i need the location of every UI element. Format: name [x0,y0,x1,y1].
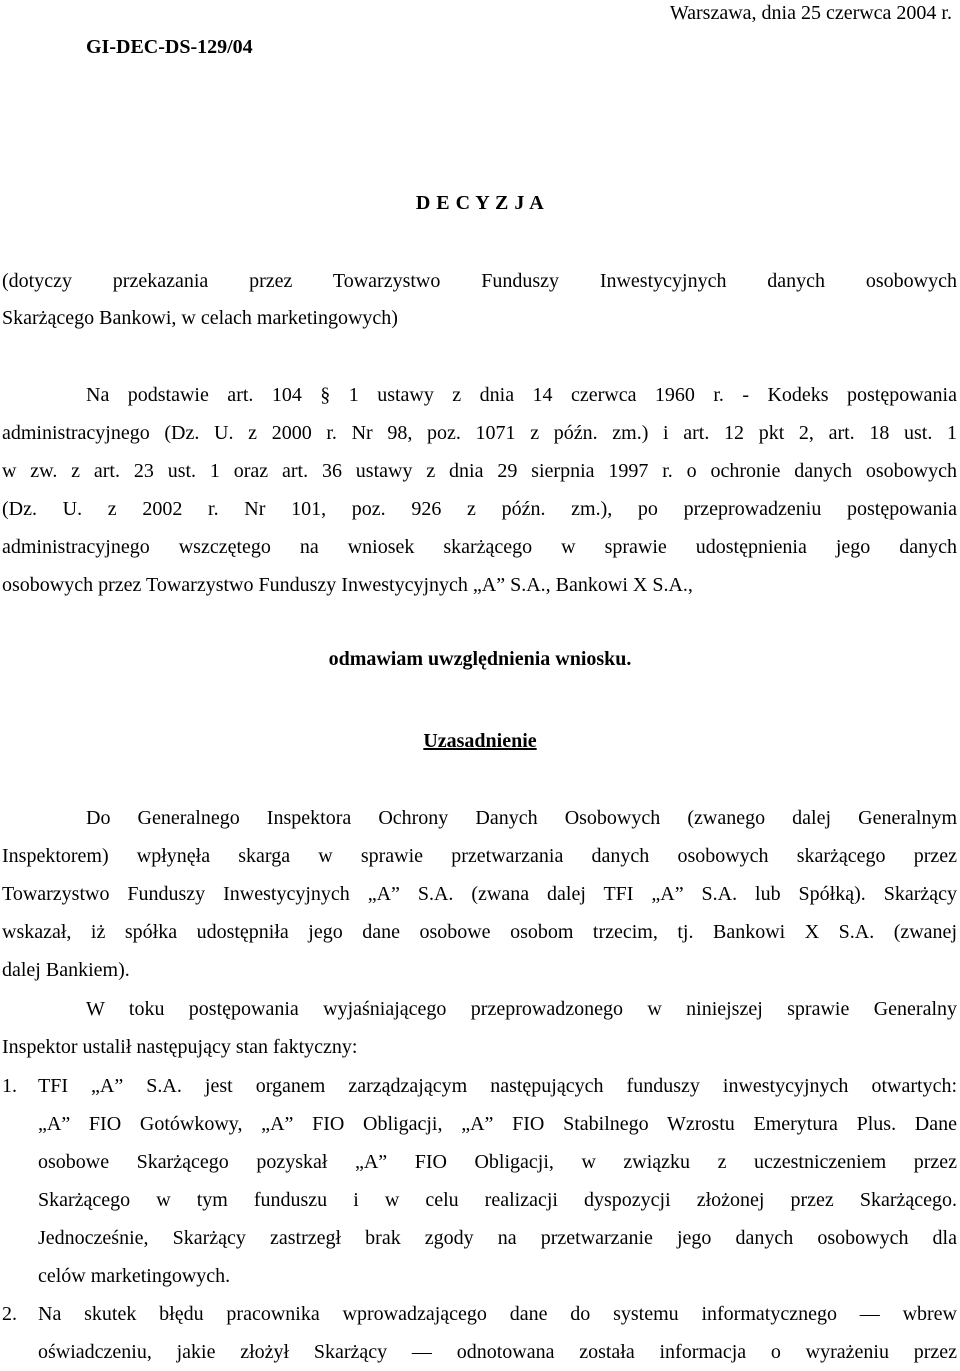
paragraph-complaint [2,799,957,989]
paragraph-line: Inspektor ustalił następujący stan faktyczny: [2,1036,358,1058]
document-date: Warszawa, dnia 25 czerwca 2004 r. [669,2,952,24]
list-item-line: Jednocześnie, Skarżący zastrzegł brak zgody na przetwarzanie jego danych osobowych dla [38,1227,957,1249]
legal-basis [2,376,957,604]
list-item-line: osobowe Skarżącego pozyskał „A” FIO Obligacji, w związku z uczestniczeniem przez [38,1151,957,1173]
basis-line: (Dz. U. z 2002 r. Nr 101, poz. 926 z późn. zm.), po przeprowadzeniu postępowania [2,498,957,520]
list-item-line: „A” FIO Gotówkowy, „A” FIO Obligacji, „A” FIO Stabilnego Wzrostu Emerytura Plus. Dane [38,1113,957,1135]
paragraph-line: Inspektorem) wpłynęła skarga w sprawie przetwarzania danych osobowych skarżącego przez [2,845,957,867]
paragraph-line: dalej Bankiem). [2,959,130,981]
case-signature: GI-DEC-DS-129/04 [86,36,253,58]
fact-list-item-2 [2,1295,957,1371]
paragraph-line: Towarzystwo Funduszy Inwestycyjnych „A” S.A. (zwana dalej TFI „A” S.A. lub Spółką). Skarżący [2,883,957,905]
list-item-line: celów marketingowych. [38,1265,231,1287]
paragraph-line: W toku postępowania wyjaśniającego przeprowadzonego w niniejszej sprawie Generalny [86,998,957,1020]
decision-subject [2,263,957,337]
basis-line: administracyjnego (Dz. U. z 2000 r. Nr 98, poz. 1071 z późn. zm.) i art. 12 pkt 2, art. 18 ust. 1 [2,422,957,444]
basis-line: administracyjnego wszczętego na wniosek skarżącego w sprawie udostępnienia jego danych [2,536,957,558]
list-item-line: oświadczeniu, jakie złożył Skarżący — odnotowana została informacja o wyrażeniu przez [38,1341,957,1363]
fact-list-item-1 [2,1067,957,1295]
justification-heading-wrap [0,730,960,753]
basis-line: w zw. z art. 23 ust. 1 oraz art. 36 ustawy z dnia 29 sierpnia 1997 r. o ochronie danych osobowych [2,460,957,482]
list-item-line: TFI „A” S.A. jest organem zarządzającym następujących funduszy inwestycyjnych otwartych: [38,1075,957,1097]
list-item-line: Skarżącego w tym funduszu i w celu realizacji dyspozycji złożonej przez Skarżącego. [38,1189,957,1211]
basis-line: Na podstawie art. 104 § 1 ustawy z dnia 14 czerwca 1960 r. - Kodeks postępowania [86,384,957,406]
paragraph-line: Do Generalnego Inspektora Ochrony Danych Osobowych (zwanego dalej Generalnym [86,807,957,829]
list-item-number: 1. [2,1075,17,1097]
subject-line: (dotyczy przekazania przez Towarzystwo Funduszy Inwestycyjnych danych osobowych [2,270,957,292]
document-title: D E C Y Z J A [415,192,545,214]
subject-line: Skarżącego Bankowi, w celach marketingowych) [2,307,398,329]
paragraph-line: wskazał, iż spółka udostępniła jego dane osobowe osobom trzecim, tj. Bankowi X S.A. (zwanej [2,921,957,943]
list-item-line: Na skutek błędu pracownika wprowadzającego dane do systemu informatycznego — wbrew [38,1303,957,1325]
decision-statement: odmawiam uwzględnienia wniosku. [328,648,632,670]
justification-heading: Uzasadnienie [423,730,537,752]
basis-line: osobowych przez Towarzystwo Funduszy Inwestycyjnych „A” S.A., Bankowi X S.A., [2,574,693,596]
paragraph-proceedings [2,990,957,1066]
list-item-number: 2. [2,1303,17,1325]
